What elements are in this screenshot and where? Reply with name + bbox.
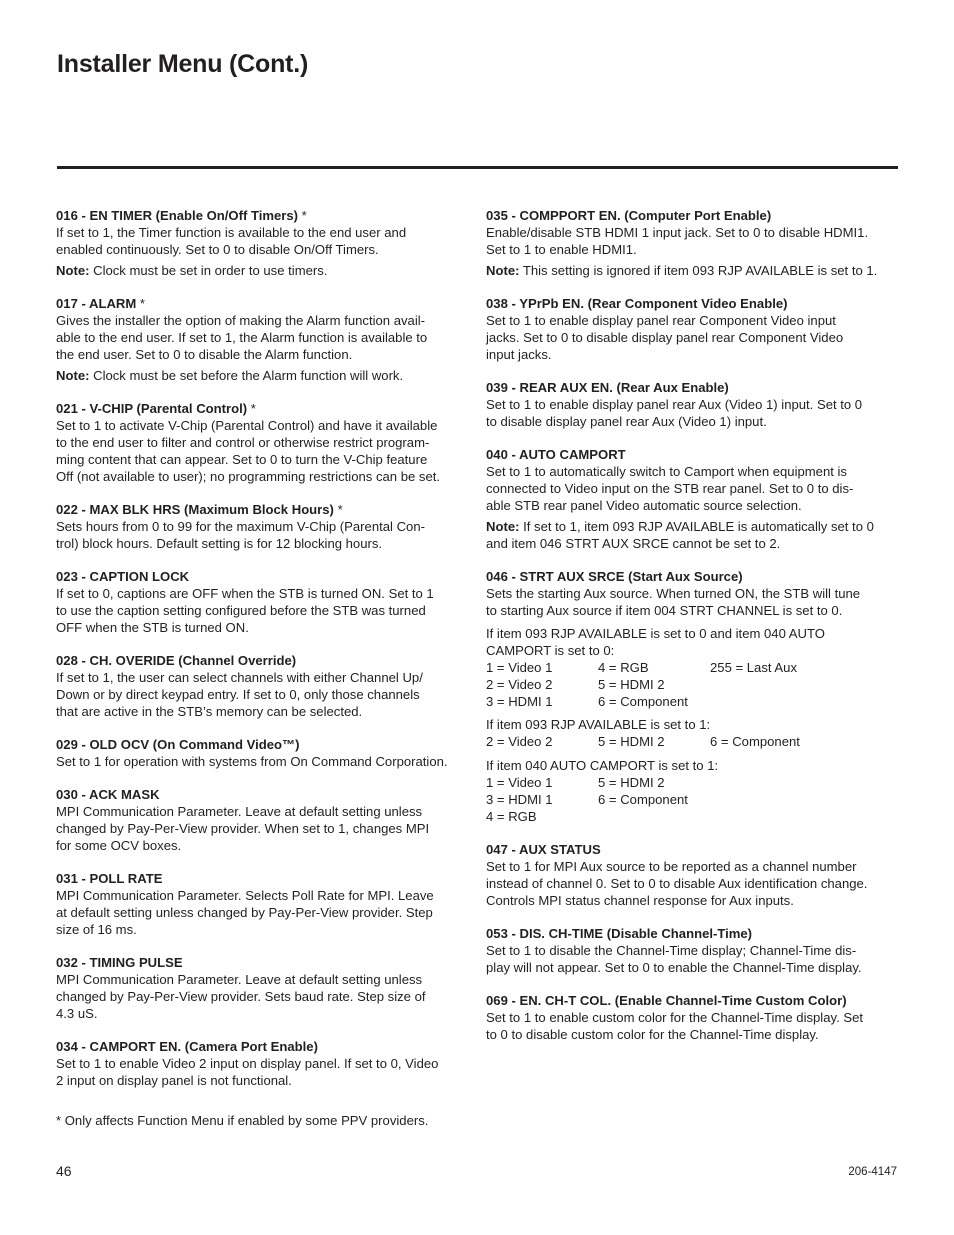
- body-line: MPI Communication Parameter. Selects Poll Rate for MPI. Leave: [56, 888, 434, 903]
- section-heading: 040 - AUTO CAMPORT: [486, 447, 626, 462]
- table-cell: [598, 808, 710, 825]
- section-item: [56, 1038, 472, 1089]
- asterisk-marker: *: [136, 296, 146, 311]
- body-line: Down or by direct keypad entry. If set to 0, only those channels: [56, 687, 420, 702]
- asterisk-marker: *: [247, 401, 256, 416]
- condition-line: If item 093 RJP AVAILABLE is set to 1:: [486, 717, 711, 732]
- body-line: instead of channel 0. Set to 0 to disable Aux identification change.: [486, 876, 868, 891]
- section-heading: 047 - AUX STATUS: [486, 842, 601, 857]
- body-line: Set to 1 to enable HDMI1.: [486, 242, 637, 257]
- body-line: able STB rear panel Video automatic source selection.: [486, 498, 802, 513]
- section-heading: 016 - EN TIMER (Enable On/Off Timers) *: [56, 208, 307, 223]
- note-text: If set to 1, item 093 RJP AVAILABLE is automatically set to 0: [519, 519, 874, 534]
- table-cell: 4 = RGB: [598, 660, 649, 675]
- source-table-3: [486, 774, 902, 825]
- right-column: [486, 207, 902, 1059]
- note-text: Clock must be set in order to use timers.: [89, 263, 328, 278]
- source-table-1: [486, 659, 902, 710]
- body-line: Set to 1 for operation with systems from On Command Corporation.: [56, 754, 448, 769]
- body-line: Gives the installer the option of making the Alarm function avail-: [56, 313, 425, 328]
- section-heading: 039 - REAR AUX EN. (Rear Aux Enable): [486, 380, 729, 395]
- section-item: [56, 207, 472, 279]
- body-line: Set to 1 to activate V-Chip (Parental Control) and have it available: [56, 418, 438, 433]
- source-table-2: [486, 733, 902, 750]
- body-line: MPI Communication Parameter. Leave at default setting unless: [56, 804, 423, 819]
- section-046: [486, 568, 902, 825]
- section-035: [486, 207, 902, 279]
- body-line: Off (not available to user); no programming restrictions can be set.: [56, 469, 441, 484]
- body-line: the end user. Set to 0 to disable the Alarm function.: [56, 347, 353, 362]
- page-title: Installer Menu (Cont.): [57, 50, 309, 78]
- condition-line: CAMPORT is set to 0:: [486, 643, 615, 658]
- body-line: to the end user to filter and control or otherwise restrict program-: [56, 435, 430, 450]
- section-heading: 028 - CH. OVERIDE (Channel Override): [56, 653, 297, 668]
- table-cell: 5 = HDMI 2: [598, 734, 665, 749]
- section-heading: 032 - TIMING PULSE: [56, 955, 183, 970]
- section-heading: 069 - EN. CH-T COL. (Enable Channel-Time Custom Color): [486, 993, 847, 1008]
- body-line: Set to 1 to enable display panel rear Component Video input: [486, 313, 836, 328]
- body-line: Set to 1 to disable the Channel-Time display; Channel-Time dis-: [486, 943, 857, 958]
- body-line: to use the caption setting configured before the STB was turned: [56, 603, 426, 618]
- body-line: ming content that can appear. Set to 0 to turn the V-Chip feature: [56, 452, 428, 467]
- body-line: to 0 to disable custom color for the Channel-Time display.: [486, 1027, 819, 1042]
- body-line: able to the end user. If set to 1, the Alarm function is available to: [56, 330, 428, 345]
- asterisk-marker: *: [298, 208, 307, 223]
- note-text: Clock must be set before the Alarm function will work.: [89, 368, 404, 383]
- body-line: MPI Communication Parameter. Leave at default setting unless: [56, 972, 423, 987]
- body-line: OFF when the STB is turned ON.: [56, 620, 249, 635]
- body-line: connected to Video input on the STB rear panel. Set to 0 to dis-: [486, 481, 854, 496]
- section-039: [486, 379, 902, 430]
- body-line: enabled continuously. Set to 0 to disable On/Off Timers.: [56, 242, 379, 257]
- body-line: to disable display panel rear Aux (Video 1) input.: [486, 414, 767, 429]
- section-item: [56, 501, 472, 552]
- section-heading: 031 - POLL RATE: [56, 871, 163, 886]
- note-text: This setting is ignored if item 093 RJP AVAILABLE is set to 1.: [519, 263, 878, 278]
- body-line: If set to 1, the user can select channels with either Channel Up/: [56, 670, 423, 685]
- table-cell: 5 = HDMI 2: [598, 677, 665, 692]
- table-cell: 3 = HDMI 1: [486, 694, 553, 709]
- section-heading: 046 - STRT AUX SRCE (Start Aux Source): [486, 569, 743, 584]
- body-line: size of 16 ms.: [56, 922, 137, 937]
- body-line: Sets hours from 0 to 99 for the maximum V-Chip (Parental Con-: [56, 519, 425, 534]
- table-cell: 3 = HDMI 1: [486, 792, 553, 807]
- left-column: [56, 207, 472, 1105]
- section-item: [56, 295, 472, 384]
- document-id: 206-4147: [848, 1166, 897, 1178]
- table-cell: 4 = RGB: [486, 809, 537, 824]
- section-item: [56, 736, 472, 770]
- condition-line: If item 093 RJP AVAILABLE is set to 0 and item 040 AUTO: [486, 626, 825, 641]
- table-cell: [710, 676, 830, 693]
- body-line: Sets the starting Aux source. When turned ON, the STB will tune: [486, 586, 861, 601]
- condition-line: If item 040 AUTO CAMPORT is set to 1:: [486, 758, 719, 773]
- section-heading: 029 - OLD OCV (On Command Video™): [56, 737, 300, 752]
- table-cell: 6 = Component: [598, 694, 688, 709]
- page-number: 46: [56, 1163, 72, 1179]
- note-text: and item 046 STRT AUX SRCE cannot be set to 2.: [486, 536, 781, 551]
- body-line: changed by Pay-Per-View provider. When set to 1, changes MPI: [56, 821, 430, 836]
- body-line: 4.3 uS.: [56, 1006, 98, 1021]
- section-item: [56, 954, 472, 1022]
- footnote: * Only affects Function Menu if enabled by some PPV providers.: [56, 1113, 429, 1128]
- body-line: at default setting unless changed by Pay-Per-View provider. Step: [56, 905, 433, 920]
- table-cell: 6 = Component: [710, 734, 800, 749]
- table-cell: 2 = Video 2: [486, 677, 553, 692]
- note-label: Note:: [486, 263, 520, 278]
- section-047: [486, 841, 902, 909]
- body-line: If set to 0, captions are OFF when the STB is turned ON. Set to 1: [56, 586, 434, 601]
- table-cell: 255 = Last Aux: [710, 660, 797, 675]
- section-item: [56, 400, 472, 485]
- section-heading: 023 - CAPTION LOCK: [56, 569, 190, 584]
- table-cell: 2 = Video 2: [486, 734, 553, 749]
- body-line: Set to 1 to enable display panel rear Aux (Video 1) input. Set to 0: [486, 397, 863, 412]
- note-label: Note:: [56, 263, 90, 278]
- section-053: [486, 925, 902, 976]
- table-cell: 6 = Component: [598, 792, 688, 807]
- asterisk-marker: *: [333, 502, 343, 517]
- body-line: If set to 1, the Timer function is available to the end user and: [56, 225, 407, 240]
- table-cell: 1 = Video 1: [486, 775, 553, 790]
- body-line: Set to 1 to enable Video 2 input on display panel. If set to 0, Video: [56, 1056, 439, 1071]
- table-cell: 1 = Video 1: [486, 660, 553, 675]
- section-heading: 021 - V-CHIP (Parental Control) *: [56, 401, 256, 416]
- body-line: 2 input on display panel is not functional.: [56, 1073, 292, 1088]
- body-line: changed by Pay-Per-View provider. Sets baud rate. Step size of: [56, 989, 426, 1004]
- body-line: input jacks.: [486, 347, 552, 362]
- section-069: [486, 992, 902, 1043]
- section-heading: 034 - CAMPORT EN. (Camera Port Enable): [56, 1039, 318, 1054]
- section-heading: 022 - MAX BLK HRS (Maximum Block Hours) *: [56, 502, 343, 517]
- section-heading: 035 - COMPPORT EN. (Computer Port Enable): [486, 208, 772, 223]
- section-heading: 053 - DIS. CH-TIME (Disable Channel-Time): [486, 926, 753, 941]
- section-item: [56, 652, 472, 720]
- body-line: for some OCV boxes.: [56, 838, 182, 853]
- note-label: Note:: [486, 519, 520, 534]
- body-line: trol) block hours. Default setting is for 12 blocking hours.: [56, 536, 383, 551]
- section-heading: 038 - YPrPb EN. (Rear Component Video Enable): [486, 296, 788, 311]
- section-heading: 017 - ALARM *: [56, 296, 146, 311]
- section-heading: 030 - ACK MASK: [56, 787, 160, 802]
- section-038: [486, 295, 902, 363]
- body-line: play will not appear. Set to 0 to enable the Channel-Time display.: [486, 960, 862, 975]
- body-line: that are active in the STB’s memory can be selected.: [56, 704, 363, 719]
- body-line: to starting Aux source if item 004 STRT CHANNEL is set to 0.: [486, 603, 843, 618]
- section-040: [486, 446, 902, 552]
- body-line: jacks. Set to 0 to disable display panel rear Component Video: [486, 330, 844, 345]
- header-divider: [57, 166, 898, 169]
- body-line: Set to 1 to enable custom color for the Channel-Time display. Set: [486, 1010, 864, 1025]
- body-line: Enable/disable STB HDMI 1 input jack. Set to 0 to disable HDMI1.: [486, 225, 869, 240]
- body-line: Controls MPI status channel response for Aux inputs.: [486, 893, 794, 908]
- table-cell: [710, 693, 830, 710]
- note-label: Note:: [56, 368, 90, 383]
- body-line: Set to 1 to automatically switch to Camport when equipment is: [486, 464, 847, 479]
- section-item: [56, 870, 472, 938]
- table-cell: 5 = HDMI 2: [598, 775, 665, 790]
- body-line: Set to 1 for MPI Aux source to be reported as a channel number: [486, 859, 857, 874]
- section-item: [56, 568, 472, 636]
- section-item: [56, 786, 472, 854]
